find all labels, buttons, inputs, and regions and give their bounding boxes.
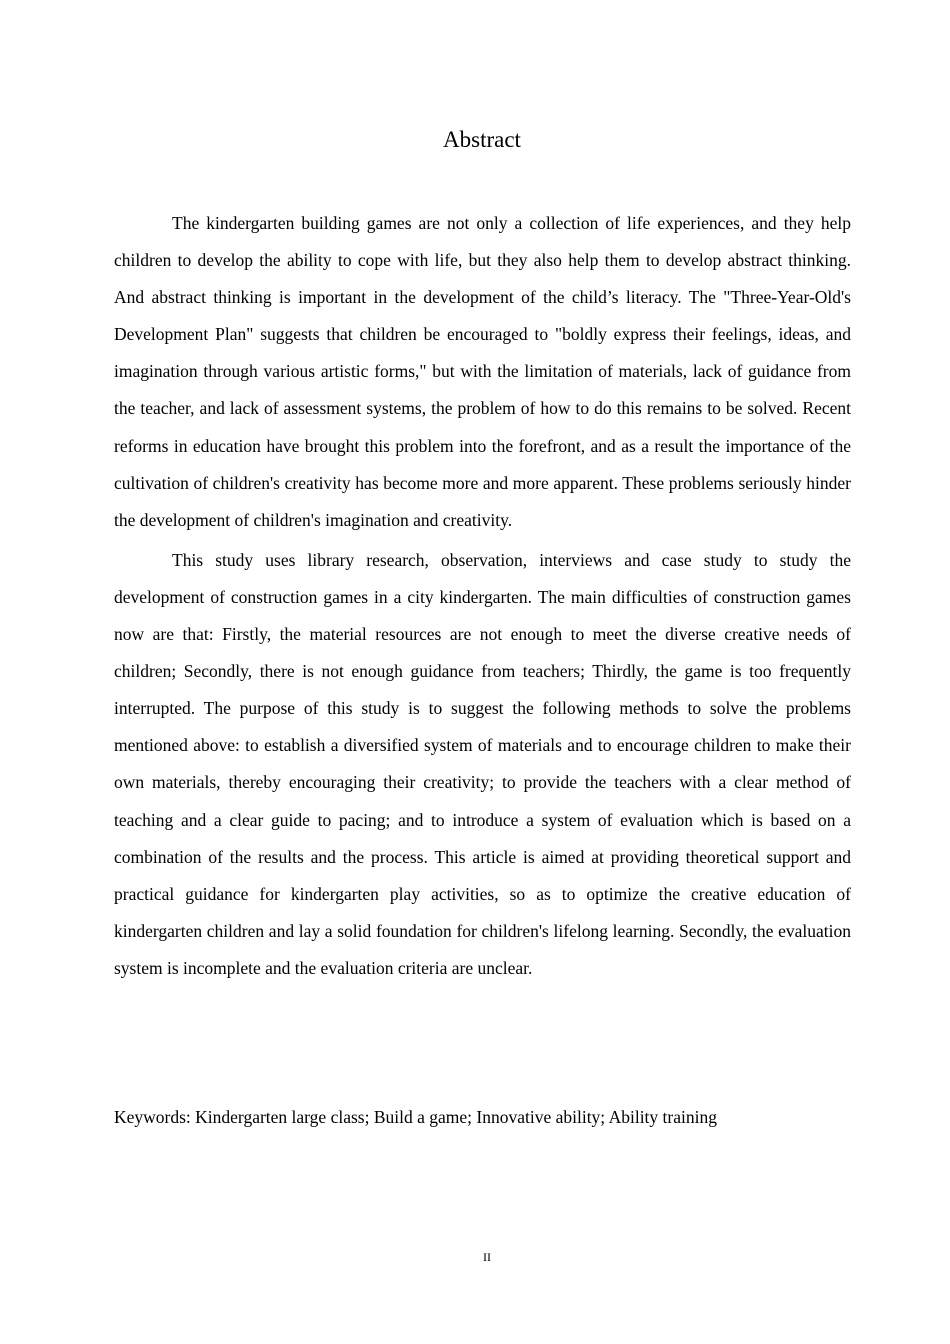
abstract-paragraph: This study uses library research, observation, interviews and case study to study the development of construction games in a city kindergarten. The main difficulties of construction games now are that: Firstly, the material resources are not enough to meet the diverse creative needs of children; Secondly, there is not enough guidance from teachers; Thirdly, the game is too frequently interrupted. The purpose of this study is to suggest the following methods to solve the problems mentioned above: to establish a diversified system of materials and to encourage children to make their own materials, thereby encouraging their creativity; to provide the teachers with a clear method of teaching and a clear guide to pacing; and to introduce a system of evaluation which is based on a combination of the results and the process. This article is aimed at providing theoretical support and practical guidance for kindergarten play activities, so as to optimize the creative education of kindergarten children and lay a solid foundation for children's lifelong learning. Secondly, the evaluation system is incomplete and the evaluation criteria are unclear. bbox=[114, 549, 851, 978]
abstract-title: Abstract bbox=[443, 127, 521, 152]
keywords-line: Keywords: Kindergarten large class; Build a game; Innovative ability; Ability training bbox=[114, 1107, 717, 1127]
page-number: II bbox=[483, 1250, 491, 1264]
abstract-paragraph: The kindergarten building games are not only a collection of life experiences, and they help children to develop the ability to cope with life, but they also help them to develop abstract thinking. And abstract thinking is important in the development of the child’s literacy. The "Three-Year-Old's Development Plan" suggests that children be encouraged to "boldly express their feelings, ideas, and imagination through various artistic forms," but with the limitation of materials, lack of guidance from the teacher, and lack of assessment systems, the problem of how to do this remains to be solved. Recent reforms in education have brought this problem into the forefront, and as a result the importance of the cultivation of children's creativity has become more and more apparent. These problems seriously hinder the development of children's imagination and creativity. bbox=[114, 213, 851, 530]
abstract-body bbox=[114, 205, 851, 987]
